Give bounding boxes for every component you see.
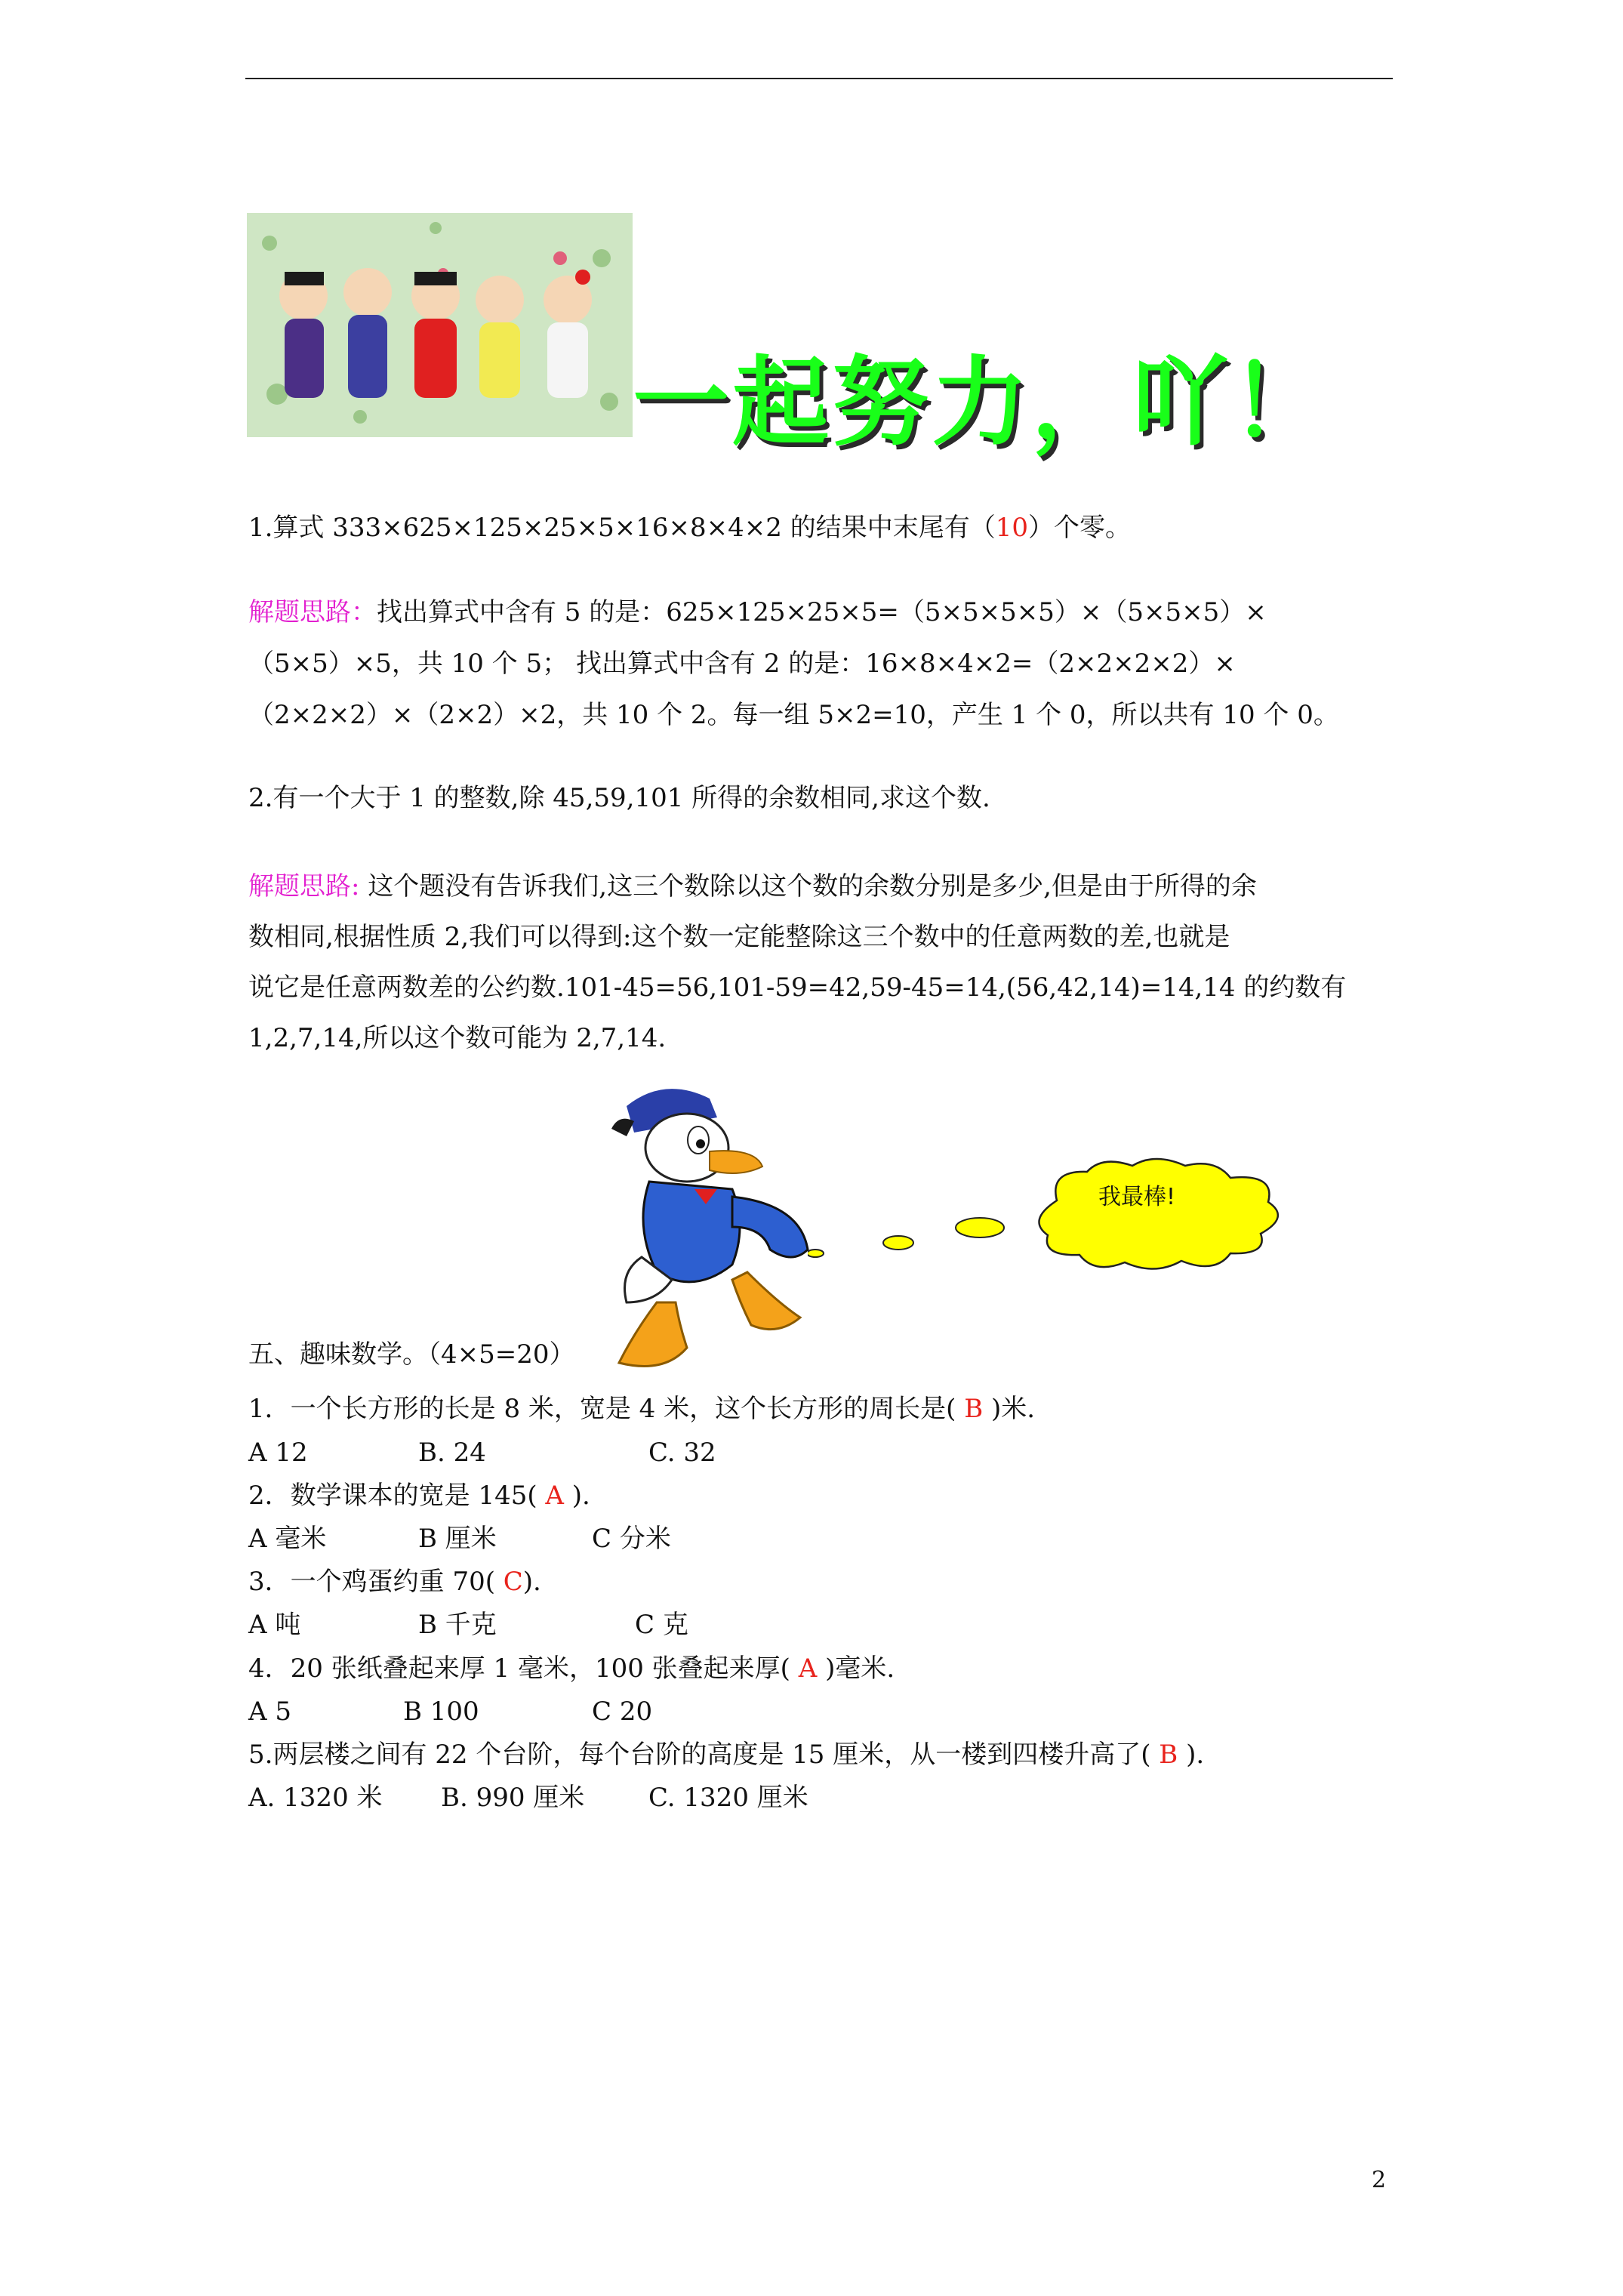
solution-2-line-3: 说它是任意两数差的公约数.101-45=56,101-59=42,59-45=14,(56,42,14)=14,14 的约数有	[248, 972, 1347, 1003]
question-5-5	[248, 1737, 1204, 1773]
page-number: 2	[1372, 2167, 1387, 2193]
question-5-1	[248, 1391, 1035, 1427]
option-b: B 厘米	[418, 1524, 497, 1554]
question-1-text: 1.算式 333×625×125×25×5×16×8×4×2 的结果中末尾有（	[248, 513, 996, 543]
answer: B	[964, 1394, 984, 1424]
question-text-end: )米.	[983, 1394, 1036, 1424]
cartoon-kids-illustration	[247, 213, 633, 437]
question-1-answer: 10	[995, 513, 1028, 543]
solution-2-line-4: 1,2,7,14,所以这个数可能为 2,7,14.	[248, 1023, 667, 1053]
question-1	[248, 504, 1131, 551]
cloud-text: 我最棒!	[1098, 1184, 1176, 1210]
donald-duck-image	[604, 1076, 830, 1378]
header-rule	[245, 78, 1393, 79]
duck-illustration	[604, 1076, 830, 1378]
cloud-shape	[808, 1155, 1374, 1291]
option-c: C. 1320 厘米	[648, 1783, 808, 1813]
answer: A	[545, 1481, 564, 1511]
answer: B	[1159, 1740, 1178, 1770]
solution-2-line-1	[248, 863, 1257, 910]
option-a: A 毫米	[248, 1524, 327, 1554]
question-2: 2.有一个大于 1 的整数,除 45,59,101 所得的余数相同,求这个数.	[248, 783, 990, 813]
question-text: 1．一个长方形的长是 8 米，宽是 4 米，这个长方形的周长是(	[248, 1394, 965, 1424]
solution-1-line-1	[248, 589, 1267, 636]
option-c: C 克	[635, 1610, 688, 1640]
section-5-title: 五、趣味数学。（4×5=20）	[248, 1339, 575, 1370]
solution-1-text: 找出算式中含有 5 的是：625×125×25×5=（5×5×5×5）×（5×5×5）×	[377, 597, 1267, 627]
option-a: A 吨	[248, 1610, 301, 1640]
solution-2-line-2: 数相同,根据性质 2,我们可以得到:这个数一定能整除这三个数中的任意两数的差,也就是	[248, 922, 1230, 952]
question-text: 2．数学课本的宽是 145(	[248, 1481, 546, 1511]
question-text-end: ).	[1178, 1740, 1205, 1770]
option-b: B 千克	[418, 1610, 497, 1640]
question-5-4	[248, 1650, 895, 1687]
option-c: C 20	[592, 1697, 653, 1727]
question-text: 5.两层楼之间有 22 个台阶，每个台阶的高度是 15 厘米，从一楼到四楼升高了(	[248, 1740, 1160, 1770]
option-c: C 分米	[592, 1524, 671, 1554]
option-b: B. 24	[418, 1438, 486, 1468]
question-text: 4．20 张纸叠起来厚 1 毫米，100 张叠起来厚(	[248, 1653, 799, 1684]
solution-label: 解题思路:	[248, 871, 360, 901]
solution-1-line-3: （2×2×2）×（2×2）×2，共 10 个 2。每一组 5×2=10，产生 1 个 0，所以共有 10 个 0。	[248, 700, 1339, 730]
question-5-3	[248, 1564, 541, 1600]
option-a: A 12	[248, 1438, 308, 1468]
question-text: 3．一个鸡蛋约重 70(	[248, 1567, 504, 1597]
question-text-end: )毫米.	[817, 1653, 895, 1684]
option-c: C. 32	[648, 1438, 716, 1468]
solution-1-line-2: （5×5）×5，共 10 个 5； 找出算式中含有 2 的是：16×8×4×2=（2×2×2×2）×	[248, 649, 1236, 679]
option-b: B. 990 厘米	[441, 1783, 585, 1813]
question-1-text-end: ）个零。	[1027, 513, 1131, 543]
option-b: B 100	[403, 1697, 479, 1727]
option-a: A 5	[248, 1697, 291, 1727]
cartoon-kids-banner-image	[247, 213, 633, 437]
thought-cloud	[808, 1155, 1374, 1291]
answer: A	[798, 1653, 818, 1684]
question-5-2	[248, 1478, 590, 1514]
solution-2-text: 这个题没有告诉我们,这三个数除以这个数的余数分别是多少,但是由于所得的余	[359, 871, 1257, 901]
option-a: A. 1320 米	[248, 1783, 383, 1813]
answer: C	[503, 1567, 523, 1597]
solution-label: 解题思路：	[248, 597, 377, 627]
question-text-end: ).	[563, 1481, 590, 1511]
question-text-end: ).	[522, 1567, 541, 1597]
slogan-heading: 一起努力，吖！	[633, 347, 1331, 459]
